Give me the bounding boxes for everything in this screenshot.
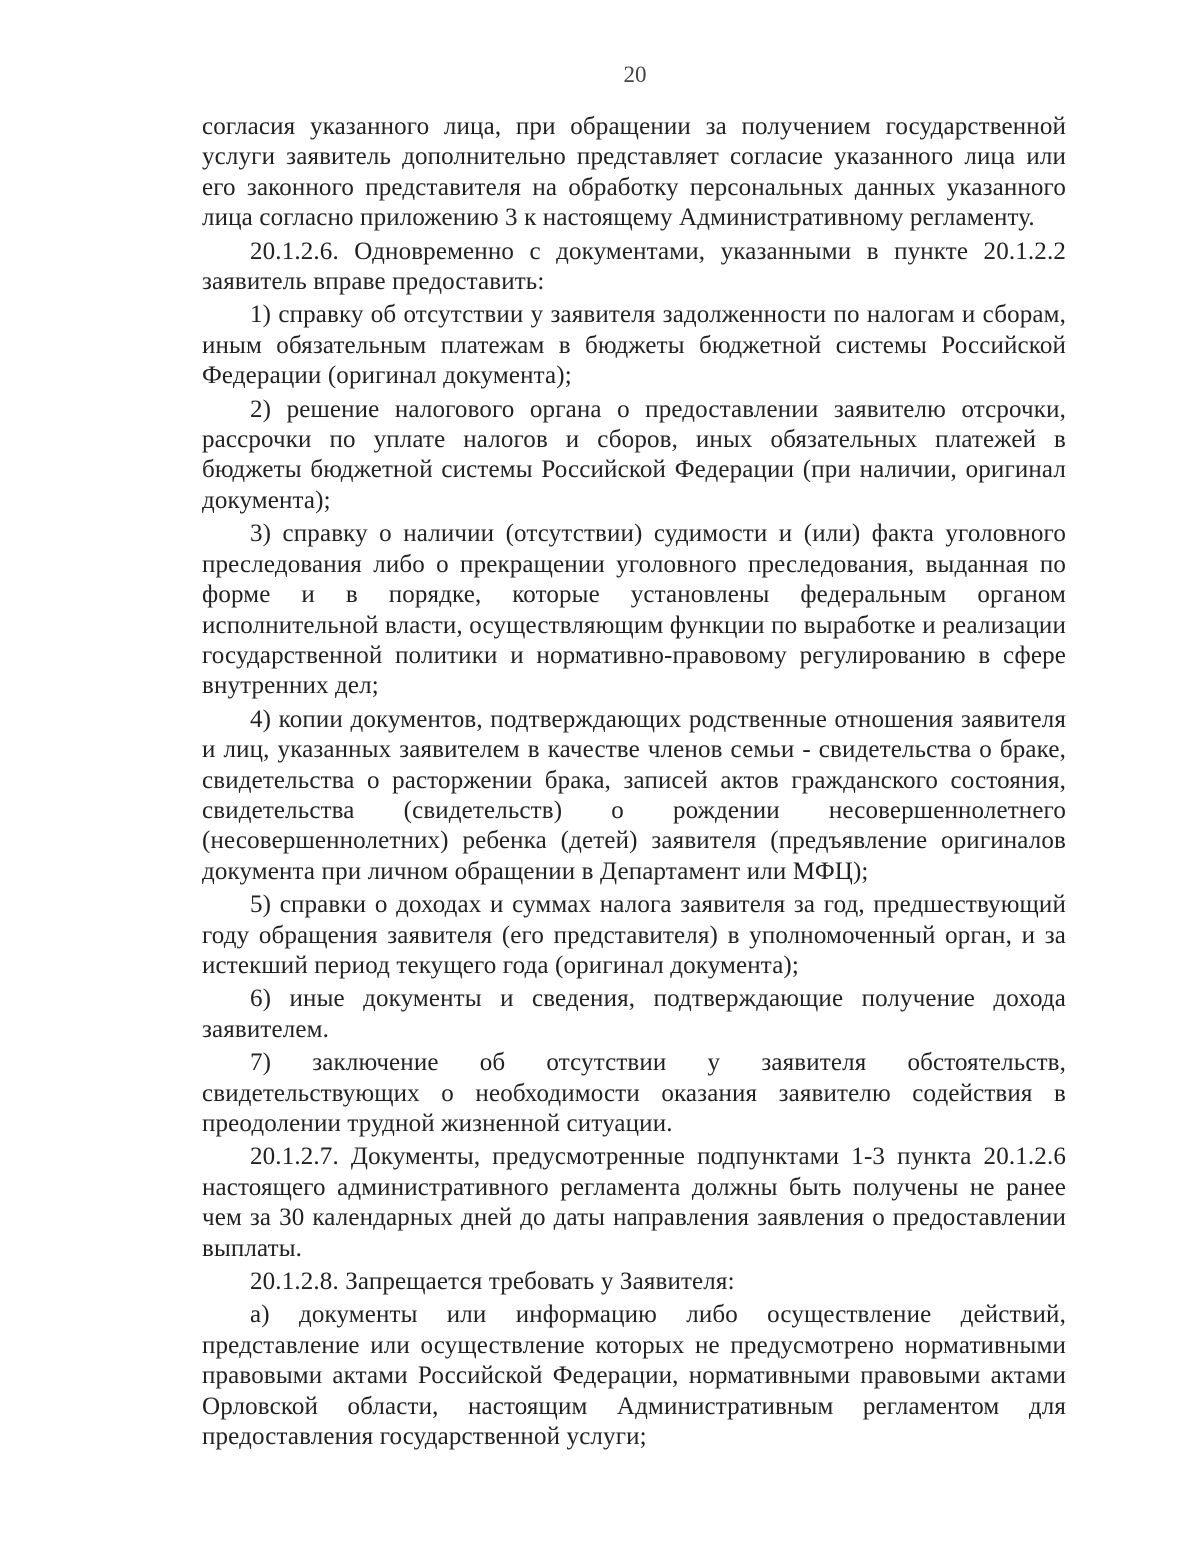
paragraph-20-1-2-8: 20.1.2.8. Запрещается требовать у Заявителя: bbox=[250, 1268, 735, 1296]
list-item-4-kinship-documents: 4) копии документов, подтверждающих родственные отношения заявителя и лиц, указанных заявителем в качестве членов семьи - свидетельства о браке, свидетельства о расторжении брака, записей актов гражданского состояния, свидетельства (свидетельств) о рождении несовершеннолетнего (несовершеннолетних) ребенка (детей) заявителя (предъявление оригиналов документа при личном обращении в Департамент или МФЦ); bbox=[202, 705, 1066, 885]
list-item-3-criminal-record-certificate: 3) справку о наличии (отсутствии) судимости и (или) факта уголовного преследования либо о прекращении уголовного преследования, выданная по форме и в порядке, которые установлены федеральным органом исполнительной власти, осуществляющим функции по выработке и реализации государственной политики и нормативно-правовому регулированию в сфере внутренних дел; bbox=[202, 520, 1066, 700]
list-item-5-income-certificates: 5) справки о доходах и суммах налога заявителя за год, предшествующий году обращения заявителя (его представителя) в уполномоченный орган, и за истекший период текущего года (оригинал документа); bbox=[202, 891, 1066, 979]
list-item-6-other-income-documents: 6) иные документы и сведения, подтверждающие получение дохода заявителем. bbox=[202, 985, 1066, 1043]
paragraph-20-1-2-7: 20.1.2.7. Документы, предусмотренные подпунктами 1-3 пункта 20.1.2.6 настоящего административного регламента должны быть получены не ранее чем за 30 календарных дней до даты направления заявления о предоставлении выплаты. bbox=[202, 1143, 1066, 1262]
paragraph-20-1-2-6: 20.1.2.6. Одновременно с документами, указанными в пункте 20.1.2.2 заявитель вправе предоставить: bbox=[202, 237, 1066, 296]
list-item-2-tax-deferral-decision: 2) решение налогового органа о предоставлении заявителю отсрочки, рассрочки по уплате налогов и сборов, иных обязательных платежей в бюджеты бюджетной системы Российской Федерации (при наличии, оригинал документа); bbox=[202, 395, 1066, 514]
list-item-a-prohibited-requirements: а) документы или информацию либо осуществление действий, представление или осуществление которых не предусмотрено нормативными правовыми актами Российской Федерации, нормативными правовыми актами Орловской области, настоящим Административным регламентом для предоставления государственной услуги; bbox=[202, 1301, 1066, 1451]
list-item-7-hardship-conclusion: 7) заключение об отсутствии у заявителя обстоятельств, свидетельствующих о необходимости оказания заявителю содействия в преодолении трудной жизненной ситуации. bbox=[202, 1049, 1066, 1137]
page-number: 20 bbox=[623, 62, 647, 87]
paragraph-consent-continuation: согласия указанного лица, при обращении за получением государственной услуги заявитель дополнительно представляет согласие указанного лица или его законного представителя на обработку персональных данных указанного лица согласно приложению 3 к настоящему Административному регламенту. bbox=[202, 113, 1066, 232]
list-item-1-tax-debt-certificate: 1) справку об отсутствии у заявителя задолженности по налогам и сборам, иным обязательным платежам в бюджеты бюджетной системы Российской Федерации (оригинал документа); bbox=[202, 301, 1066, 390]
document-body bbox=[202, 112, 1066, 1455]
